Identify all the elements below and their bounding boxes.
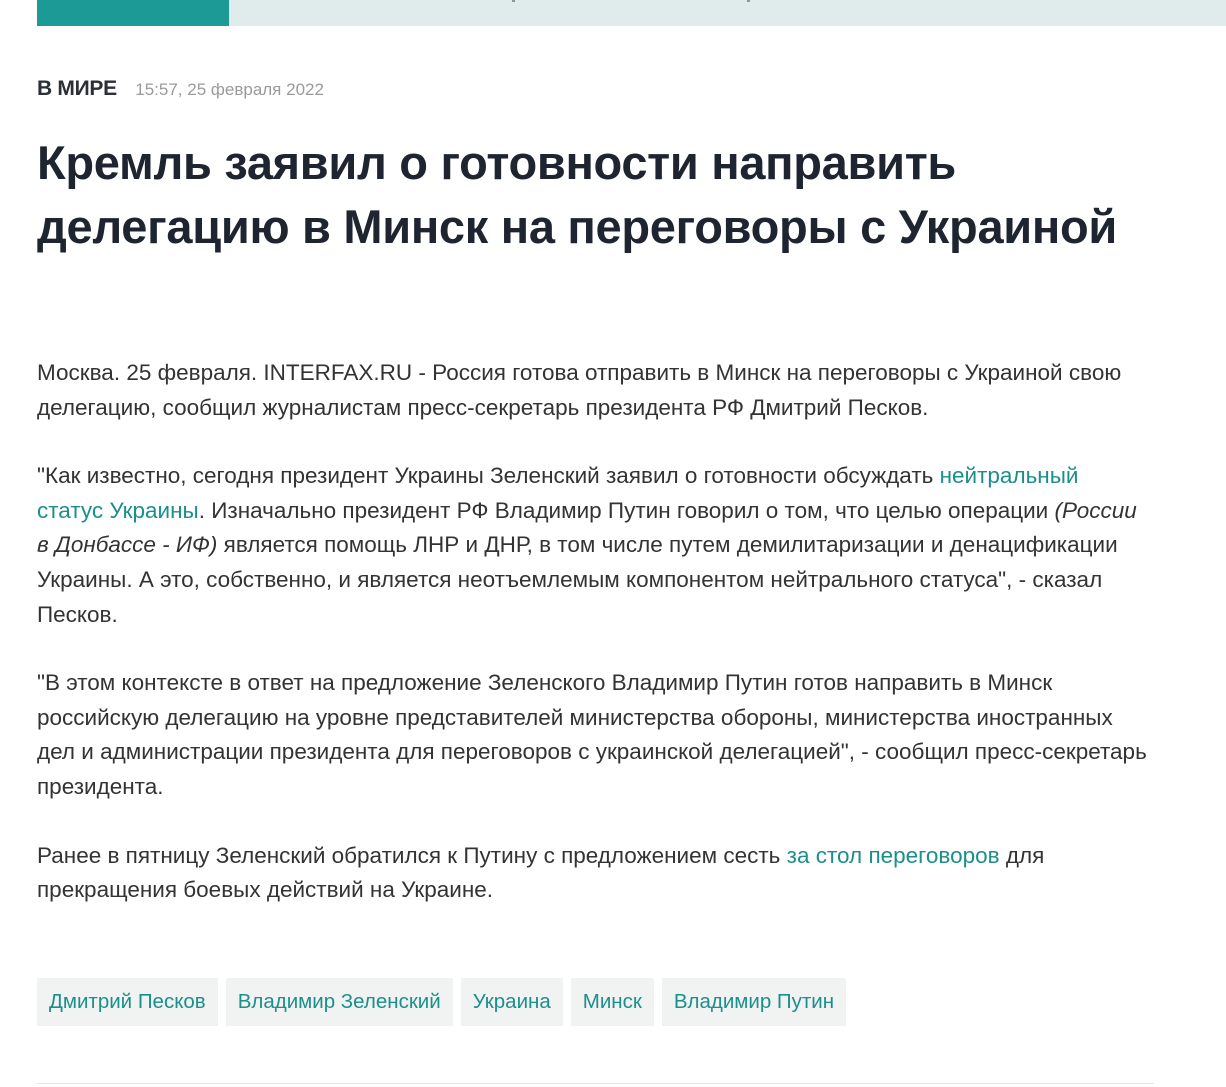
tag-vladimir-putin[interactable]: Владимир Путин <box>662 978 846 1026</box>
tag-minsk[interactable]: Минск <box>571 978 654 1026</box>
paragraph-3: "В этом контексте в ответ на предложение Зеленского Владимир Путин готов направить в Минск российскую делегацию на уровне представителей министерства обороны, министерства иностранных дел и администрации президента для переговоров с украинской делегацией", - сообщил пресс-секретарь президента. <box>37 670 1147 799</box>
article-body <box>37 356 1147 942</box>
top-bar-accent-block[interactable] <box>37 0 229 26</box>
tag-list <box>37 978 846 1026</box>
tag-dmitry-peskov[interactable]: Дмитрий Песков <box>37 978 218 1026</box>
top-bar-tick <box>512 0 515 2</box>
paragraph-4 <box>37 839 1147 908</box>
section-label[interactable]: В МИРЕ <box>37 77 117 100</box>
paragraph-4-text-start: Ранее в пятницу Зеленский обратился к Путину с предложением сесть <box>37 842 787 868</box>
paragraph-2-text-start: "Как известно, сегодня президент Украины Зеленский заявил о готовности обсуждать <box>37 463 940 489</box>
article-headline: Кремль заявил о готовности направить делегацию в Минск на переговоры с Украиной <box>37 136 1117 253</box>
publish-timestamp: 15:57, 25 февраля 2022 <box>135 80 324 99</box>
link-negotiations[interactable]: за стол переговоров <box>786 842 1000 868</box>
tag-ukraine[interactable]: Украина <box>461 978 563 1026</box>
paragraph-2-text-end: является помощь ЛНР и ДНР, в том числе путем демилитаризации и денацификации Украины. А это, собственно, и является неотъемлемым компонентом нейтрального статуса", - сказал Песков. <box>37 532 1118 627</box>
bottom-divider <box>37 1083 1154 1084</box>
tag-vladimir-zelensky[interactable]: Владимир Зеленский <box>226 978 453 1026</box>
paragraph-2 <box>37 459 1147 632</box>
top-bar-tick <box>747 0 750 2</box>
link-neutral-status[interactable]: нейтральный статус Украины <box>37 463 1079 523</box>
editorial-note: (России в Донбассе - ИФ) <box>37 497 1137 558</box>
article-meta <box>37 77 324 101</box>
top-navigation-bar <box>37 0 1226 26</box>
paragraph-4-text-end: для прекращения боевых действий на Украине. <box>37 842 1045 903</box>
paragraph-1: Москва. 25 февраля. INTERFAX.RU - Россия готова отправить в Минск на переговоры с Украиной свою делегацию, сообщил журналистам пресс-секретарь президента РФ Дмитрий Песков. <box>37 360 1122 420</box>
paragraph-2-text-middle: . Изначально президент РФ Владимир Путин говорил о том, что целью операции <box>198 497 1055 523</box>
